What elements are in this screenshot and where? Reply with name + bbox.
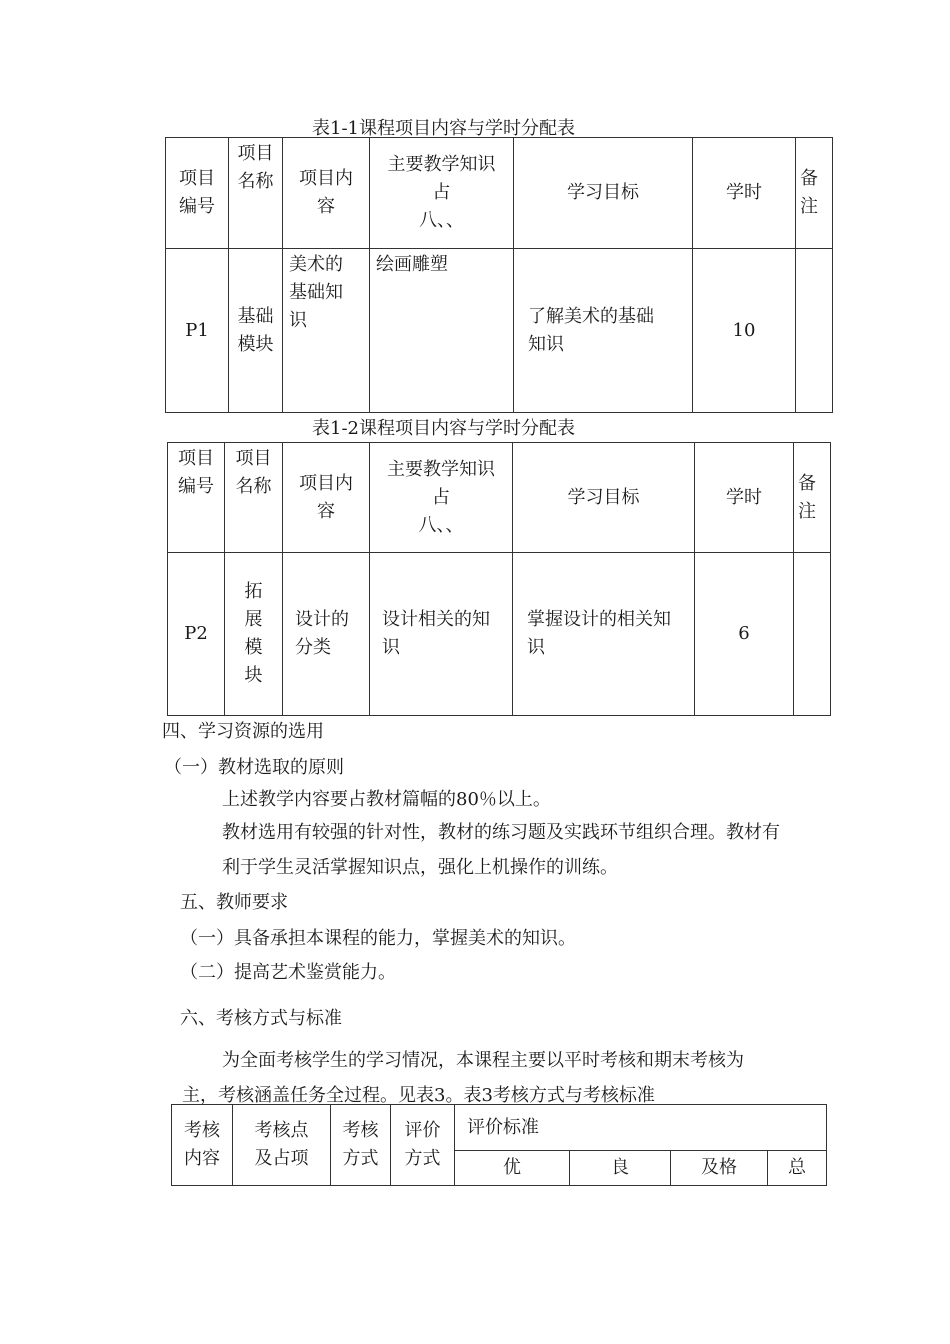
table1-cell-content: 美术的 基础知 识 (283, 249, 370, 413)
table2 (167, 442, 831, 716)
section6-p-line2: 主，考核涵盖任务全过程。见表3。表3考核方式与考核标准 (182, 1085, 655, 1106)
table1-caption: 表1-1课程项目内容与学时分配表 (312, 118, 575, 139)
section4-p2-line2: 利于学生灵活掌握知识点，强化上机操作的训练。 (222, 857, 618, 878)
section6-title: 六、考核方式与标准 (180, 1008, 342, 1029)
table2-header-code: 项目 编号 (168, 443, 225, 553)
table3-header-eval: 评价 方式 (391, 1105, 455, 1186)
table1-cell-hours: 10 (693, 249, 796, 413)
table1 (165, 137, 833, 413)
table2-cell-knowledge: 设计相关的知 识 (370, 553, 513, 716)
table2-cell-content: 设计的 分类 (283, 553, 370, 716)
table1-header-knowledge: 主要教学知识 占 八、、 (370, 138, 514, 249)
section4-title: 四、学习资源的选用 (162, 721, 324, 742)
table1-header-name: 项目 名称 (229, 138, 283, 249)
table3-header-content: 考核 内容 (172, 1105, 233, 1186)
table3-header-method: 考核 方式 (331, 1105, 391, 1186)
section4-sub1: （一）教材选取的原则 (164, 757, 344, 778)
table2-cell-name: 拓 展 模 块 (225, 553, 283, 716)
table3-header-points: 考核点 及占项 (233, 1105, 331, 1186)
table2-header-goal: 学习目标 (513, 443, 695, 553)
table2-header-content: 项目内 容 (283, 443, 370, 553)
table-row (168, 553, 831, 716)
table2-header-hours: 学时 (695, 443, 794, 553)
table3-header-total: 总 (768, 1151, 827, 1186)
table3-header-good: 良 (570, 1151, 671, 1186)
table3-header-criteria: 评价标准 (455, 1105, 827, 1151)
table1-header-content: 项目内 容 (283, 138, 370, 249)
section6-p-line1: 为全面考核学生的学习情况，本课程主要以平时考核和期末考核为 (222, 1050, 744, 1071)
table3-header-pass: 及格 (671, 1151, 768, 1186)
table1-header-hours: 学时 (693, 138, 796, 249)
table1-header-row (166, 138, 833, 249)
table2-cell-hours: 6 (695, 553, 794, 716)
table-row (166, 249, 833, 413)
section4-p2-line1: 教材选用有较强的针对性，教材的练习题及实践环节组织合理。教材有 (222, 822, 780, 843)
table2-header-name: 项目 名称 (225, 443, 283, 553)
section5-item1: （一）具备承担本课程的能力，掌握美术的知识。 (180, 928, 576, 949)
table3-header-row1 (172, 1105, 827, 1151)
table1-cell-name: 基础 模块 (229, 249, 283, 413)
table1-header-goal: 学习目标 (514, 138, 693, 249)
table1-cell-goal: 了解美术的基础 知识 (514, 249, 693, 413)
table2-header-knowledge: 主要教学知识 占 八、、 (370, 443, 513, 553)
section5-item2: （二）提高艺术鉴赏能力。 (180, 962, 396, 983)
table2-caption: 表1-2课程项目内容与学时分配表 (312, 418, 575, 439)
table3-header-excellent: 优 (455, 1151, 570, 1186)
table2-cell-code: P2 (168, 553, 225, 716)
table1-cell-knowledge: 绘画雕塑 (370, 249, 514, 413)
section5-title: 五、教师要求 (180, 892, 288, 913)
table1-cell-code: P1 (166, 249, 229, 413)
table2-cell-note (794, 553, 831, 716)
table2-header-row (168, 443, 831, 553)
table2-header-note: 备 注 (794, 443, 831, 553)
table1-cell-note (796, 249, 833, 413)
table1-header-note: 备 注 (796, 138, 833, 249)
table1-header-code: 项目 编号 (166, 138, 229, 249)
table2-cell-goal: 掌握设计的相关知 识 (513, 553, 695, 716)
section4-p1: 上述教学内容要占教材篇幅的80％以上。 (222, 789, 551, 810)
table3 (171, 1104, 827, 1186)
